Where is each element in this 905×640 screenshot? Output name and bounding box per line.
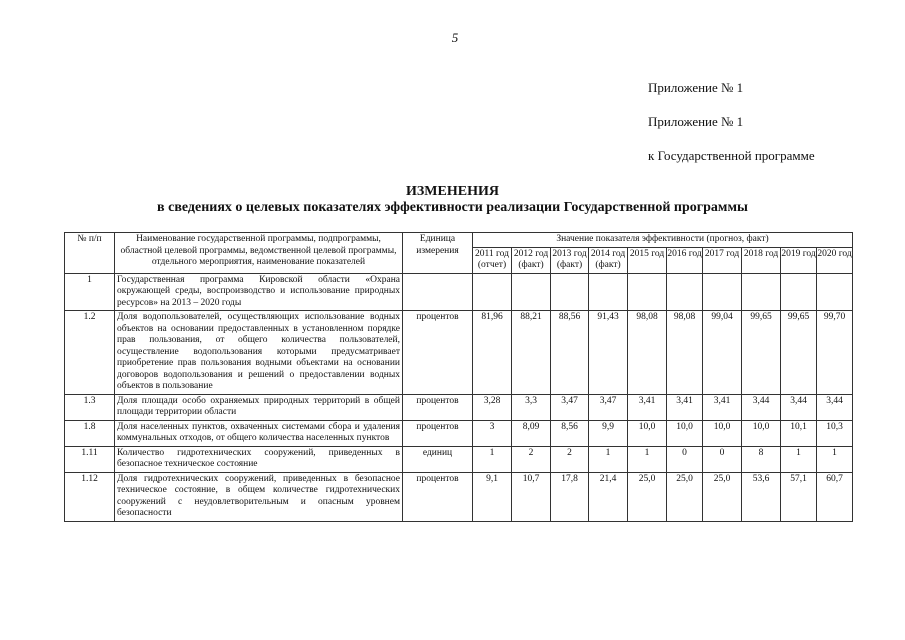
- row-value: 3,47: [551, 394, 589, 420]
- row-value: 3,47: [589, 394, 628, 420]
- header-values: Значение показателя эффективности (прогноз, факт): [473, 233, 853, 248]
- row-value: [512, 273, 551, 311]
- header-year: 2013 год (факт): [551, 247, 589, 273]
- row-name: Доля гидротехнических сооружений, приведенных в безопасное техническое состояние, в общем количестве гидротехнических сооружений с неудовлетворительным и опасным уровнем безопасности: [115, 472, 403, 521]
- row-value: 3: [473, 420, 512, 446]
- row-value: [817, 273, 853, 311]
- row-value: 3,41: [703, 394, 742, 420]
- row-value: 8,09: [512, 420, 551, 446]
- row-value: 3,3: [512, 394, 551, 420]
- table-row: [65, 311, 853, 395]
- row-value: [703, 273, 742, 311]
- row-unit: процентов: [403, 472, 473, 521]
- row-value: 60,7: [817, 472, 853, 521]
- row-name: Количество гидротехнических сооружений, приведенных в безопасное техническое состояние: [115, 446, 403, 472]
- row-value: 99,04: [703, 311, 742, 395]
- row-value: 17,8: [551, 472, 589, 521]
- row-value: [551, 273, 589, 311]
- row-value: 9,9: [589, 420, 628, 446]
- table-row: [65, 446, 853, 472]
- row-value: 99,65: [781, 311, 817, 395]
- row-value: 3,28: [473, 394, 512, 420]
- document-title: ИЗМЕНЕНИЯ: [406, 184, 499, 199]
- row-unit: процентов: [403, 420, 473, 446]
- row-num: 1: [65, 273, 115, 311]
- row-unit: [403, 273, 473, 311]
- row-value: 10,0: [703, 420, 742, 446]
- header-unit: Единица измерения: [403, 233, 473, 274]
- row-value: 3,41: [667, 394, 703, 420]
- row-num: 1.8: [65, 420, 115, 446]
- row-value: 25,0: [667, 472, 703, 521]
- row-value: 98,08: [628, 311, 667, 395]
- row-value: [628, 273, 667, 311]
- row-value: 3,41: [628, 394, 667, 420]
- row-unit: процентов: [403, 394, 473, 420]
- header-year: 2017 год: [703, 247, 742, 273]
- row-value: 0: [667, 446, 703, 472]
- header-year: 2018 год: [742, 247, 781, 273]
- row-value: 10,3: [817, 420, 853, 446]
- row-value: 1: [473, 446, 512, 472]
- header-year: 2016 год: [667, 247, 703, 273]
- row-value: [781, 273, 817, 311]
- row-value: 25,0: [703, 472, 742, 521]
- row-value: 91,43: [589, 311, 628, 395]
- header-year: 2012 год (факт): [512, 247, 551, 273]
- row-value: 10,7: [512, 472, 551, 521]
- row-name: Государственная программа Кировской области «Охрана окружающей среды, воспроизводство и использование природных ресурсов» на 2013 – 2020 годы: [115, 273, 403, 311]
- row-value: 3,44: [742, 394, 781, 420]
- row-num: 1.2: [65, 311, 115, 395]
- row-name: Доля водопользователей, осуществляющих использование водных объектов на основании предоставленных в установленном порядке прав пользования, от общего количества пользователей, осуществление водопользования которыми предусматривает приобретение прав пользования водными объектами на основании договоров водопользования и решений о предоставлении водных объектов в пользование: [115, 311, 403, 395]
- row-value: 8: [742, 446, 781, 472]
- row-value: 53,6: [742, 472, 781, 521]
- table-row: [65, 420, 853, 446]
- row-unit: процентов: [403, 311, 473, 395]
- header-year: 2011 год (отчет): [473, 247, 512, 273]
- row-value: [589, 273, 628, 311]
- row-value: 10,0: [742, 420, 781, 446]
- row-value: 3,44: [817, 394, 853, 420]
- table-row: [65, 472, 853, 521]
- header-year: 2015 год: [628, 247, 667, 273]
- row-value: 10,0: [667, 420, 703, 446]
- row-value: 8,56: [551, 420, 589, 446]
- row-value: 21,4: [589, 472, 628, 521]
- row-value: 2: [551, 446, 589, 472]
- header-name: Наименование государственной программы, подпрограммы, областной целевой программы, ведомственной целевой программы, отдельного мероприятия, наименование показателей: [115, 233, 403, 274]
- row-value: 10,1: [781, 420, 817, 446]
- row-value: 3,44: [781, 394, 817, 420]
- row-value: 88,56: [551, 311, 589, 395]
- row-value: [667, 273, 703, 311]
- row-num: 1.3: [65, 394, 115, 420]
- row-value: 1: [628, 446, 667, 472]
- appendix-line-1: Приложение № 1: [648, 80, 744, 95]
- row-value: 2: [512, 446, 551, 472]
- row-value: 99,70: [817, 311, 853, 395]
- header-num: № п/п: [65, 233, 115, 274]
- row-num: 1.11: [65, 446, 115, 472]
- document-subtitle: в сведениях о целевых показателях эффективности реализации Государственной программы: [157, 200, 748, 215]
- appendix-line-3: к Государственной программе: [648, 148, 815, 163]
- row-value: [742, 273, 781, 311]
- row-value: 9,1: [473, 472, 512, 521]
- table-row: [65, 273, 853, 311]
- row-value: 0: [703, 446, 742, 472]
- row-value: 81,96: [473, 311, 512, 395]
- header-year: 2020 год: [817, 247, 853, 273]
- row-unit: единиц: [403, 446, 473, 472]
- row-value: 10,0: [628, 420, 667, 446]
- page-number: 5: [451, 30, 459, 45]
- row-value: [473, 273, 512, 311]
- row-name: Доля населенных пунктов, охваченных системами сбора и удаления коммунальных отходов, от общего количества населенных пунктов: [115, 420, 403, 446]
- row-value: 1: [817, 446, 853, 472]
- appendix-line-2: Приложение № 1: [648, 114, 744, 129]
- header-year: 2014 год (факт): [589, 247, 628, 273]
- table-row: [65, 394, 853, 420]
- row-value: 57,1: [781, 472, 817, 521]
- table-header-row: [65, 233, 853, 248]
- row-value: 1: [589, 446, 628, 472]
- header-year: 2019 год: [781, 247, 817, 273]
- row-value: 99,65: [742, 311, 781, 395]
- row-num: 1.12: [65, 472, 115, 521]
- row-value: 88,21: [512, 311, 551, 395]
- row-name: Доля площади особо охраняемых природных территорий в общей площади территории области: [115, 394, 403, 420]
- row-value: 1: [781, 446, 817, 472]
- row-value: 98,08: [667, 311, 703, 395]
- indicators-table: [64, 232, 853, 522]
- row-value: 25,0: [628, 472, 667, 521]
